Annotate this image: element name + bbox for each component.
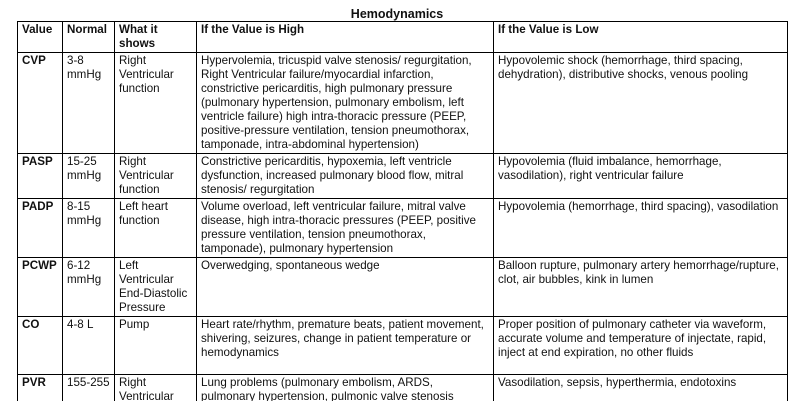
- table-row: [18, 53, 788, 154]
- cell-shows-text: Right Ventricular: [119, 376, 174, 401]
- cell-value: PCWP: [18, 258, 63, 317]
- cell-shows: [115, 375, 197, 401]
- cell-low: Balloon rupture, pulmonary artery hemorrhage/rupture, clot, air bubbles, kink in lumen: [494, 258, 788, 317]
- cell-value: CVP: [18, 53, 63, 154]
- cell-shows: Right Ventricular function: [115, 154, 197, 199]
- cell-low: Hypovolemic shock (hemorrhage, third spacing, dehydration), distributive shocks, venous pooling: [494, 53, 788, 154]
- table-header-row: [18, 22, 788, 53]
- cell-shows: Left Ventricular End-Diastolic Pressure: [115, 258, 197, 317]
- cell-normal: [63, 375, 115, 401]
- cell-normal-text: 155-255: [67, 376, 110, 389]
- page-title: Hemodynamics: [350, 7, 444, 21]
- cell-high: Constrictive pericarditis, hypoxemia, left ventricle dysfunction, increased pulmonary blood flow, mitral stenosis/ regurgitation: [197, 154, 494, 199]
- header-if-low: If the Value is Low: [494, 22, 788, 53]
- cell-high: Volume overload, left ventricular failure, mitral valve disease, high intra-thoracic pressures (PEEP, positive pressure ventilation, tension pneumothorax, tamponade), pulmonary hypertension: [197, 199, 494, 258]
- cell-normal: 6-12 mmHg: [63, 258, 115, 317]
- table-row: [18, 199, 788, 258]
- cell-high: Lung problems (pulmonary embolism, ARDS, pulmonary hypertension, pulmonic valve stenosis: [197, 375, 494, 401]
- header-if-high: If the Value is High: [197, 22, 494, 53]
- cell-high: Hypervolemia, tricuspid valve stenosis/ regurgitation, Right Ventricular failure/myocardial infarction, constrictive pericarditis, high pulmonary pressure (pulmonary hypertension, pulmonary embolism, left ventricle failure) high intra-thoracic pressure (PEEP, positive-pressure ventilation, tension pneumothorax, tamponade, intra-abdominal hypertension): [197, 53, 494, 154]
- header-what-it-shows: What it shows: [115, 22, 197, 53]
- cell-low: Vasodilation, sepsis, hyperthermia, endotoxins: [494, 375, 788, 401]
- cell-high: Overwedging, spontaneous wedge: [197, 258, 494, 317]
- cell-normal: 8-15 mmHg: [63, 199, 115, 258]
- table-row: [18, 375, 788, 401]
- cell-normal: 15-25 mmHg: [63, 154, 115, 199]
- table-row: [18, 258, 788, 317]
- cell-value: PVR: [18, 375, 63, 401]
- cell-low: Hypovolemia (fluid imbalance, hemorrhage, vasodilation), right ventricular failure: [494, 154, 788, 199]
- cell-shows: Left heart function: [115, 199, 197, 258]
- cell-normal: 3-8 mmHg: [63, 53, 115, 154]
- header-value: Value: [18, 22, 63, 53]
- cell-value: PADP: [18, 199, 63, 258]
- cell-low: Proper position of pulmonary catheter via waveform, accurate volume and temperature of injectate, rapid, inject at end expiration, no other fluids: [494, 317, 788, 375]
- cell-value: CO: [18, 317, 63, 375]
- header-normal: Normal: [63, 22, 115, 53]
- cell-low: Hypovolemia (hemorrhage, third spacing), vasodilation: [494, 199, 788, 258]
- cell-shows: Pump: [115, 317, 197, 375]
- hemodynamics-table: [17, 21, 788, 401]
- table-row: [18, 154, 788, 199]
- cell-value: PASP: [18, 154, 63, 199]
- cell-shows: Right Ventricular function: [115, 53, 197, 154]
- cell-high: Heart rate/rhythm, premature beats, patient movement, shivering, seizures, change in patient temperature or hemodynamics: [197, 317, 494, 375]
- table-row: [18, 317, 788, 375]
- cell-normal: 4-8 L: [63, 317, 115, 375]
